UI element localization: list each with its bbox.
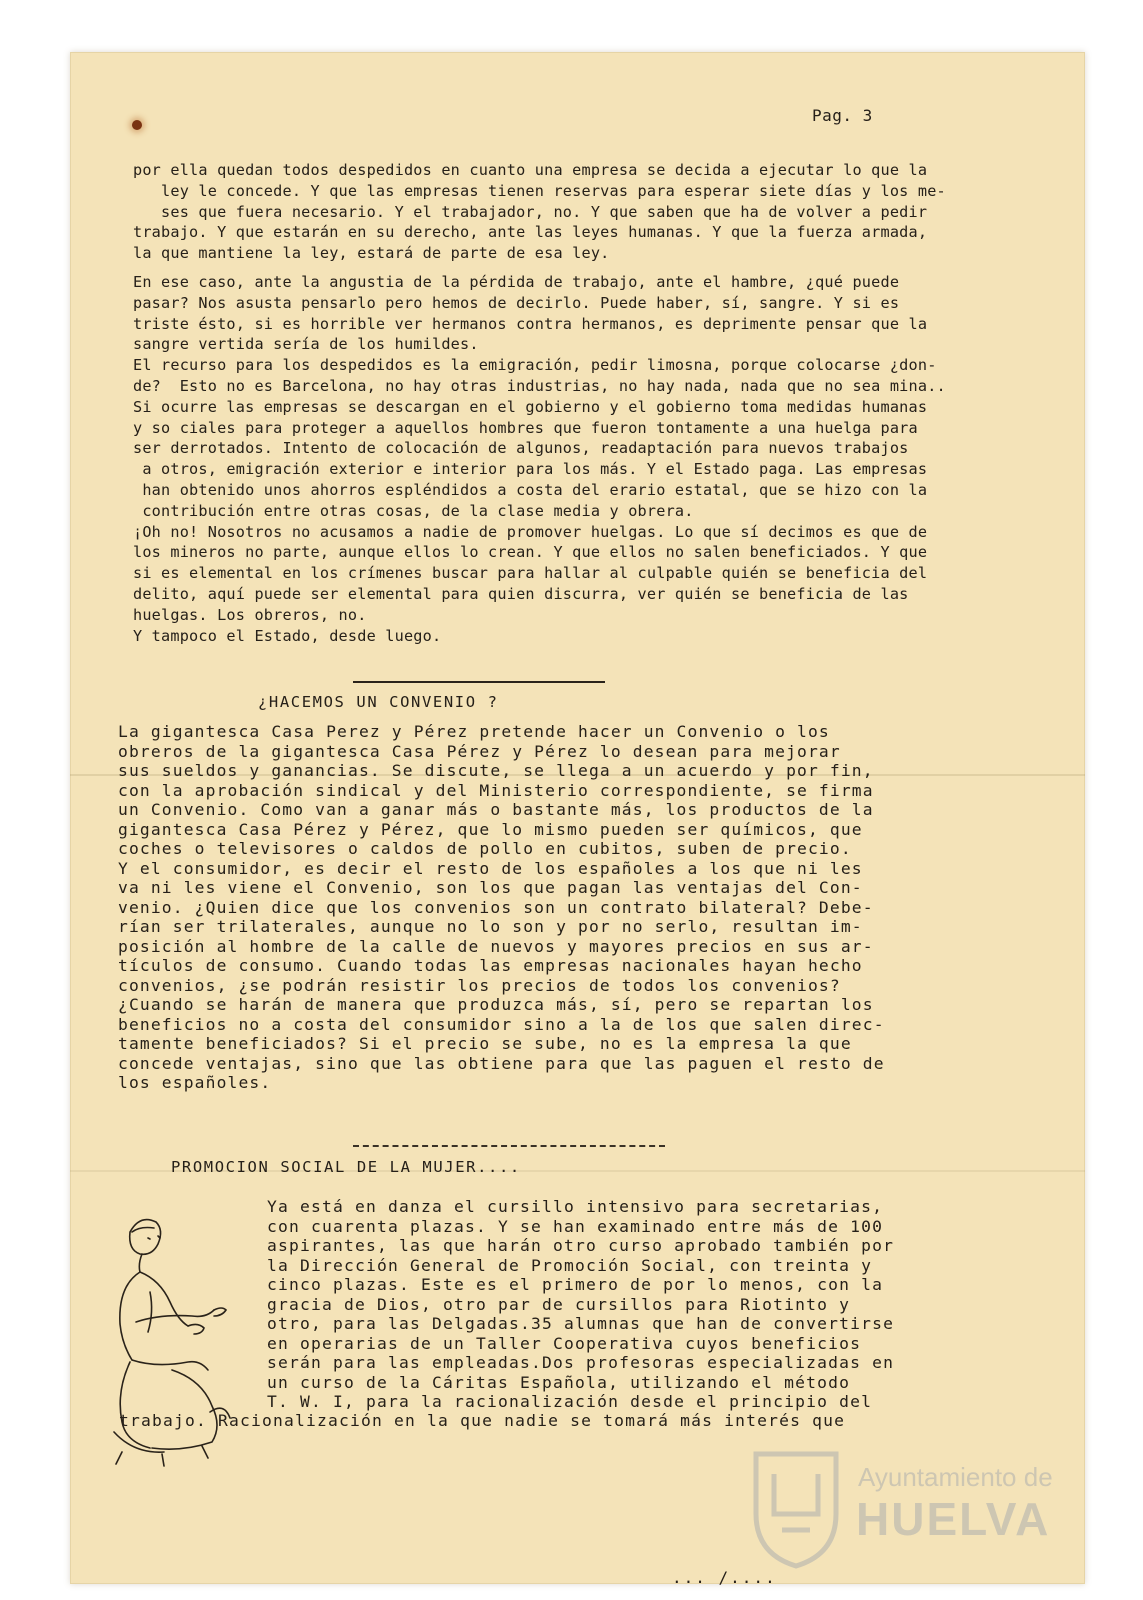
watermark-line-2: HUELVA [856,1493,1051,1545]
text-line: un Convenio. Como van a ganar más o bastante más, los productos de la [118,800,874,819]
huelva-coat-of-arms-icon [746,1444,846,1574]
text-line: ¿Cuando se harán de manera que produzca más, sí, pero se repartan los [118,995,874,1014]
watermark-line-1: Ayuntamiento de [858,1462,1053,1492]
text-line: ses que fuera necesario. Y el trabajador, no. Y que saben que ha de volver a pedir [133,202,928,221]
text-line: tículos de consumo. Cuando todas las empresas nacionales hayan hecho [118,956,863,975]
section-2-text [118,722,885,1093]
pin-hole [132,120,142,130]
text-line: La gigantesca Casa Perez y Pérez pretende hacer un Convenio o los [118,722,830,741]
text-line: Ya está en danza el cursillo intensivo para secretarias, [267,1197,884,1216]
text-line: sus sueldos y ganancias. Se discute, se llega a un acuerdo y por fin, [118,761,874,780]
text-line: Si ocurre las empresas se descargan en el gobierno y el gobierno toma medidas humanas [133,397,928,416]
text-line: venio. ¿Quien dice que los convenios son un contrato bilateral? Debe- [118,897,874,917]
text-line: cinco plazas. Este es el primero de por lo menos, con la [267,1275,884,1294]
text-line: convenios, ¿se podrán resistir los precios de todos los convenios? [118,975,841,995]
text-line: sangre vertida sería de los humildes. [133,335,479,354]
text-line: T. W. I, para la racionalización desde el principio del [267,1392,873,1411]
text-line: aspirantes, las que harán otro curso aprobado también por [267,1236,895,1255]
text-line: si es elemental en los crímenes buscar para hallar al culpable quién se beneficia del [133,564,928,583]
text-line: Y tampoco el Estado, desde luego. [133,626,442,645]
text-line: en operarias de un Taller Cooperativa cuyos beneficios [267,1333,862,1353]
text-line: gracia de Dios, otro par de cursillos para Riotinto y [267,1294,851,1314]
text-line: beneficios no a costa del consumidor sino a la de los que salen direc- [118,1014,885,1034]
text-line: trabajo. Racionalización en la que nadie se tomará más interés que [119,1411,846,1430]
text-line: la que mantiene la ley, estará de parte de esa ley. [133,244,610,263]
text-line: por ella quedan todos despedidos en cuanto una empresa se decida a ejecutar lo que la [133,161,928,179]
text-line: tamente beneficiados? Si el precio se sube, no es la empresa la que [118,1034,852,1053]
text-line: han obtenido unos ahorros espléndidos a costa del erario estatal, que se hizo con la [133,480,928,499]
text-line: pasar? Nos asusta pensarlo pero hemos de decirlo. Puede haber, sí, sangre. Y si es [133,293,900,312]
section-divider [353,1145,665,1147]
text-line: gigantesca Casa Pérez y Pérez, que lo mismo pueden ser químicos, que [118,819,863,839]
text-line: triste ésto, si es horrible ver hermanos contra hermanos, es deprimente pensar que la [133,314,928,333]
text-line: En ese caso, ante la angustia de la pérdida de trabajo, ante el hambre, ¿qué puede [133,272,900,291]
text-line: trabajo. Y que estarán en su derecho, ante las leyes humanas. Y que la fuerza armada, [133,223,928,242]
text-line: huelgas. Los obreros, no. [133,605,367,624]
text-line: con la aprobación sindical y del Ministerio correspondiente, se firma [118,780,874,800]
text-line: delito, aquí puede ser elemental para quien discurra, ver quién se beneficia de las [133,584,909,603]
text-line: contribución entre otras cosas, de la clase media y obrera. [133,501,694,520]
text-line: coches o televisores o caldos de pollo en cubitos, suben de precio. [118,839,852,858]
section-3-text-continued [119,1411,845,1431]
paragraph-gap [133,264,946,272]
text-line: otro, para las Delgadas.35 alumnas que han de convertirse [267,1314,895,1333]
text-line: Y el consumidor, es decir el resto de los españoles a los que ni les [118,858,863,878]
text-line: obreros de la gigantesca Casa Pérez y Pérez lo desean para mejorar [118,741,841,761]
text-line: y so ciales para proteger a aquellos hombres que fueron tontamente a una huelga para [133,418,918,437]
text-line: ser derrotados. Intento de colocación de algunos, readaptación para nuevos trabajos [133,439,909,458]
text-line: posición al hombre de la calle de nuevos y mayores precios en sus ar- [118,936,874,956]
text-line: serán para las empleadas.Dos profesoras especializadas en [267,1353,895,1372]
text-line: rían ser trilaterales, aunque no lo son y por no serlo, resultan im- [118,917,863,936]
text-line: ¡Oh no! Nosotros no acusamos a nadie de promover huelgas. Lo que sí decimos es que de [133,522,928,541]
text-line: va ni les viene el Convenio, son los que pagan las ventajas del Con- [118,878,863,897]
text-line: la Dirección General de Promoción Social, con treinta y [267,1255,873,1275]
text-line: ley le concede. Y que las empresas tienen reservas para esperar siete días y los me- [133,181,946,200]
text-line: un curso de la Cáritas Española, utilizando el método [267,1372,851,1392]
text-line: los mineros no parte, aunque ellos lo crean. Y que ellos no salen beneficiados. Y que [133,543,928,562]
section-1-text [133,160,946,646]
section-3-title: PROMOCION SOCIAL DE LA MUJER.... [171,1158,521,1176]
text-line: de? Esto no es Barcelona, no hay otras industrias, no hay nada, nada que no sea mina.. [133,376,946,395]
section-3-text [267,1197,894,1412]
section-divider [353,681,605,683]
text-line: a otros, emigración exterior e interior para los más. Y el Estado paga. Las empresas [133,460,928,479]
section-2-title: ¿HACEMOS UN CONVENIO ? [258,693,499,711]
text-line: los españoles. [118,1073,272,1092]
text-line: concede ventajas, sino que las obtiene para que las paguen el resto de [118,1053,885,1073]
text-line: El recurso para los despedidos es la emigración, pedir limosna, porque colocarse ¿don- [133,356,937,375]
text-line: con cuarenta plazas. Y se han examinado entre más de 100 [267,1216,884,1236]
document-page [70,52,1085,1587]
page-number: Pag. 3 [812,106,873,125]
continuation-mark: ... /.... [672,1568,777,1587]
archive-watermark [746,1444,1076,1574]
